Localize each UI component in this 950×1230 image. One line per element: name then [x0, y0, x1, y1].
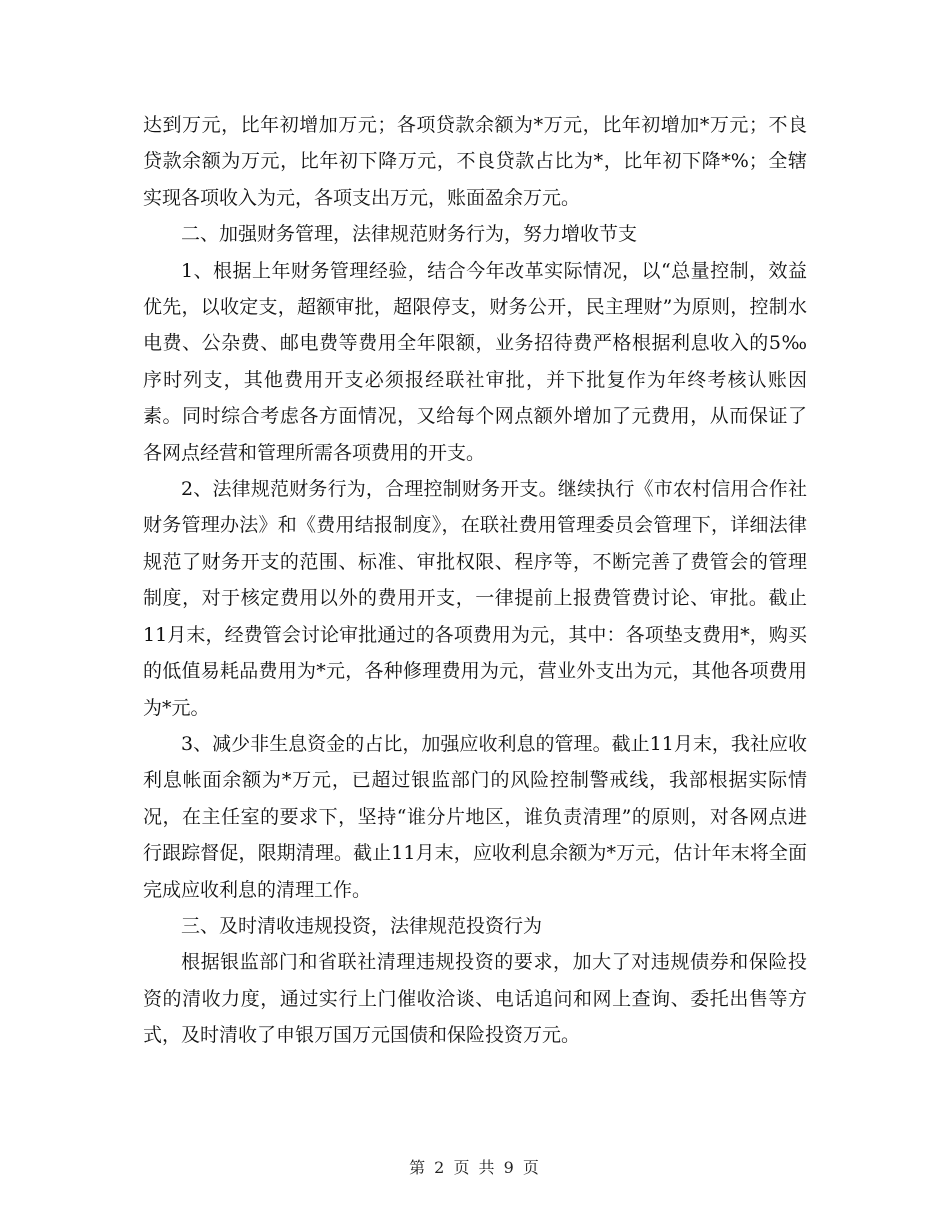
section-heading-2: 二、加强财务管理，法律规范财务行为，努力增收节支: [181, 223, 638, 246]
page-footer: 第 2 页 共 9 页: [409, 1158, 541, 1177]
section-heading-3: 三、及时清收违规投资，法律规范投资行为: [181, 914, 543, 937]
paragraph-item-2: 2、法律规范财务行为，合理控制财务开支。继续执行《市农村信用合作社财务管理办法》和《费用结报制度》，在联社费用管理委员会管理下，详细法律规范了财务开支的范围、标准、审批权限、程序等，不断完善了费管会的管理制度，对于核定费用以外的费用开支，一律提前上报费管费讨论、审批。截止11月末，经费管会讨论审批通过的各项费用为元，其中：各项垫支费用*，购买的低值易耗品费用为*元，各种修理费用为元，营业外支出为元，其他各项费用为*元。: [143, 478, 807, 719]
paragraph-item-1: 1、根据上年财务管理经验，结合今年改革实际情况，以“总量控制，效益优先，以收定支，超额审批，超限停支，财务公开，民主理财”为原则，控制水电费、公杂费、邮电费等费用全年限额，业务招待费严格根据利息收入的5‰序时列支，其他费用开支必须报经联社审批，并下批复作为年终考核认账因素。同时综合考虑各方面情况，又给每个网点额外增加了元费用，从而保证了各网点经营和管理所需各项费用的开支。: [143, 259, 807, 464]
paragraph-investment: 根据银监部门和省联社清理违规投资的要求，加大了对违规债券和保险投资的清收力度，通过实行上门催收洽谈、电话追问和网上查询、委托出售等方式，及时清收了申银万国万元国债和保险投资万元。: [143, 951, 807, 1047]
paragraph-item-3: 3、减少非生息资金的占比，加强应收利息的管理。截止11月末，我社应收利息帐面余额为*万元，已超过银监部门的风险控制警戒线，我部根据实际情况，在主任室的要求下，坚持“谁分片地区，谁负责清理”的原则，对各网点进行跟踪督促，限期清理。截止11月末，应收利息余额为*万元，估计年末将全面完成应收利息的清理工作。: [143, 732, 807, 901]
paragraph-continuation: 达到万元，比年初增加万元；各项贷款余额为*万元，比年初增加*万元；不良贷款余额为万元，比年初下降万元，不良贷款占比为*，比年初下降*%；全辖实现各项收入为元，各项支出万元，账面盈余万元。: [143, 114, 807, 209]
document-body: [143, 107, 807, 1054]
